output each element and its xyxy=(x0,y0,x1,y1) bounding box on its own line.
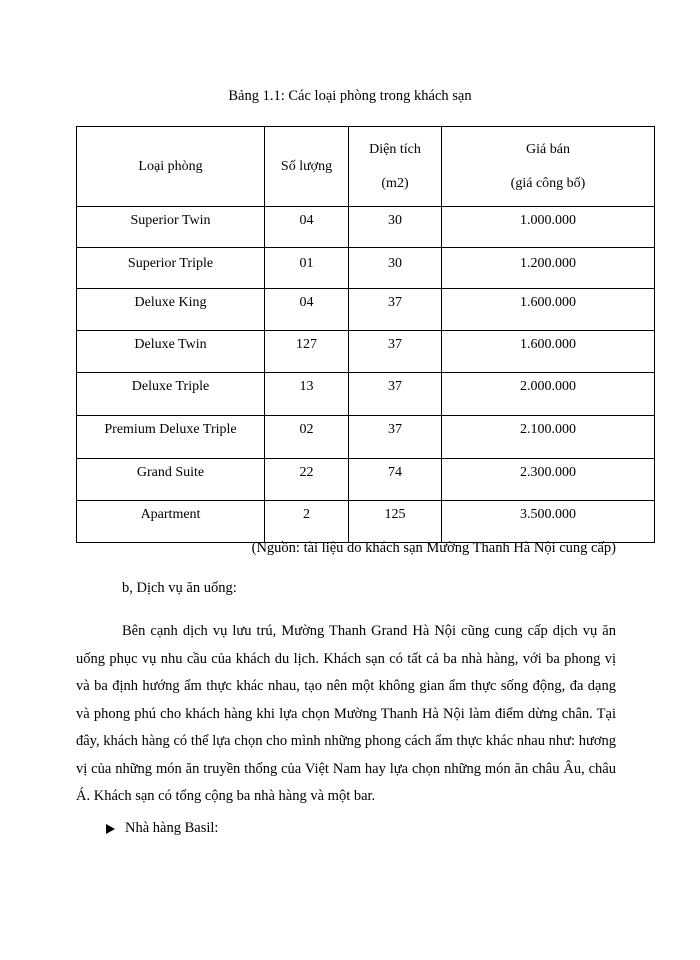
header-price-line2: (giá công bố) xyxy=(510,175,586,191)
table-row xyxy=(77,416,655,459)
table-source-note: (Nguồn: tài liệu do khách sạn Mường Thanh Hà Nội cung cấp) xyxy=(251,540,616,556)
cell-quantity: 127 xyxy=(265,331,349,373)
header-area-line1: Diện tích xyxy=(369,141,421,157)
cell-quantity: 04 xyxy=(265,289,349,331)
bullet-item-label: Nhà hàng Basil: xyxy=(125,820,219,836)
cell-room-type: Superior Twin xyxy=(77,207,265,248)
table-row xyxy=(77,331,655,373)
header-room-type: Loại phòng xyxy=(77,127,265,207)
cell-price: 2.000.000 xyxy=(442,373,655,416)
cell-room-type: Superior Triple xyxy=(77,248,265,289)
cell-room-type: Grand Suite xyxy=(77,459,265,501)
arrow-bullet-icon xyxy=(106,824,115,834)
cell-price: 1.000.000 xyxy=(442,207,655,248)
cell-quantity: 04 xyxy=(265,207,349,248)
cell-price: 1.600.000 xyxy=(442,289,655,331)
room-types-table xyxy=(76,126,655,543)
header-area-line2: (m2) xyxy=(381,175,409,191)
cell-quantity: 02 xyxy=(265,416,349,459)
section-subheading: b, Dịch vụ ăn uống: xyxy=(122,580,237,596)
cell-area: 125 xyxy=(349,501,442,543)
table-row xyxy=(77,207,655,248)
table-row xyxy=(77,501,655,543)
table-row xyxy=(77,373,655,416)
cell-area: 30 xyxy=(349,207,442,248)
header-price xyxy=(442,127,655,207)
cell-price: 1.600.000 xyxy=(442,331,655,373)
cell-area: 37 xyxy=(349,416,442,459)
table-header-row xyxy=(77,127,655,207)
cell-quantity: 22 xyxy=(265,459,349,501)
cell-room-type: Deluxe King xyxy=(77,289,265,331)
cell-quantity: 13 xyxy=(265,373,349,416)
cell-area: 37 xyxy=(349,373,442,416)
cell-room-type: Deluxe Triple xyxy=(77,373,265,416)
header-area xyxy=(349,127,442,207)
cell-price: 2.100.000 xyxy=(442,416,655,459)
body-paragraph: Bên cạnh dịch vụ lưu trú, Mường Thanh Grand Hà Nội cũng cung cấp dịch vụ ăn uống phục vụ nhu cầu của khách du lịch. Khách sạn có tất cả ba nhà hàng, với ba phong vị và ba định hướng ẩm thực khác nhau, tạo nên một không gian ẩm thực sống động, đa dạng và phong phú cho khách hàng khi lựa chọn Mường Thanh Hà Nội làm điểm dừng chân. Tại đây, khách hàng có thể lựa chọn cho mình những phong cách ẩm thực khác nhau như: hương vị của những món ăn truyền thống của Việt Nam hay lựa chọn những món ăn châu Âu, châu Á. Khách sạn có tổng cộng ba nhà hàng và một bar. xyxy=(76,623,616,804)
cell-area: 37 xyxy=(349,331,442,373)
cell-area: 37 xyxy=(349,289,442,331)
cell-quantity: 01 xyxy=(265,248,349,289)
table-row xyxy=(77,248,655,289)
table-row xyxy=(77,289,655,331)
bullet-item xyxy=(106,820,218,837)
cell-room-type: Deluxe Twin xyxy=(77,331,265,373)
cell-price: 3.500.000 xyxy=(442,501,655,543)
cell-area: 74 xyxy=(349,459,442,501)
header-price-line1: Giá bán xyxy=(526,141,570,157)
cell-price: 1.200.000 xyxy=(442,248,655,289)
cell-quantity: 2 xyxy=(265,501,349,543)
cell-area: 30 xyxy=(349,248,442,289)
cell-room-type: Premium Deluxe Triple xyxy=(77,416,265,459)
table-row xyxy=(77,459,655,501)
cell-room-type: Apartment xyxy=(77,501,265,543)
header-quantity: Số lượng xyxy=(265,127,349,207)
table-caption: Bảng 1.1: Các loại phòng trong khách sạn xyxy=(228,88,472,104)
cell-price: 2.300.000 xyxy=(442,459,655,501)
